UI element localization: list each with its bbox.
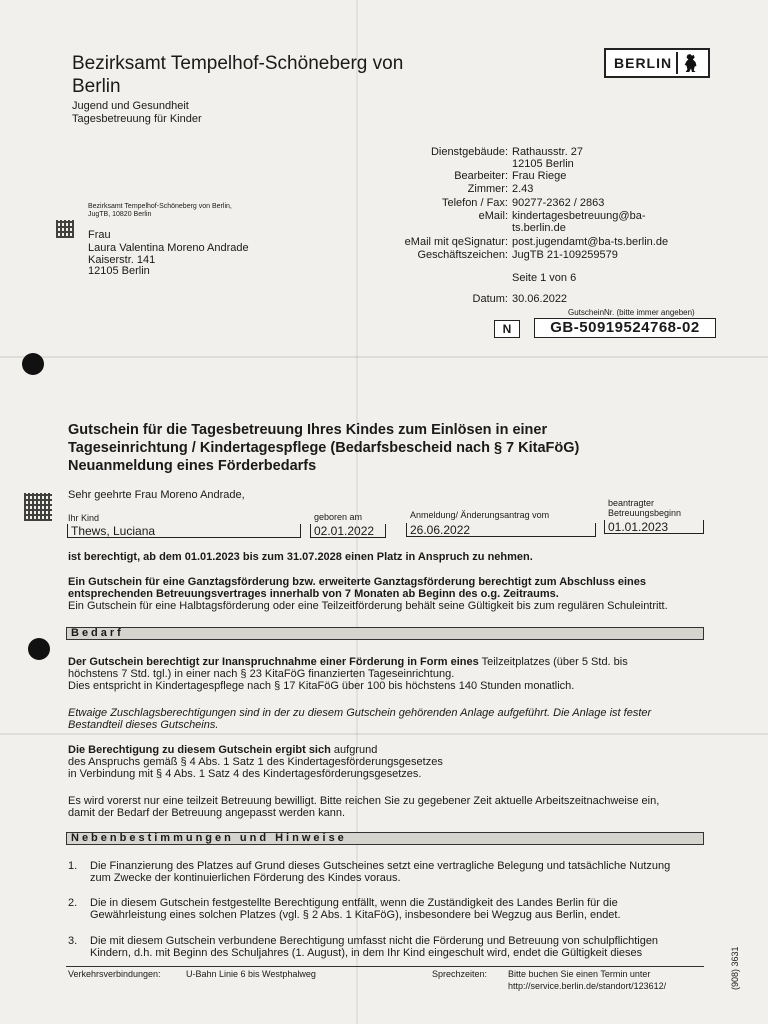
transport-value: U-Bahn Linie 6 bis Westphalweg [186,969,316,979]
section-provisions: Nebenbestimmungen und Hinweise [66,832,704,845]
berlin-logo: BERLIN [604,48,710,78]
entitlement-text: ist berechtigt, ab dem 01.01.2023 bis zum 31.07.2028 einen Platz in Anspruch zu nehmen. [68,551,533,563]
child-name-field: Thews, Luciana [67,524,301,538]
contact-value: 2.43 [512,183,534,195]
punch-hole [22,353,44,375]
appointment-link[interactable]: http://service.berlin.de/standort/123612/ [508,981,667,991]
recipient-salutation: Frau [88,229,111,241]
n-box: N [494,320,520,338]
punch-hole [28,638,50,660]
footer-divider [66,966,704,967]
contact-value: 12105 Berlin [512,158,574,170]
application-date-field: 26.06.2022 [406,523,596,537]
email-link[interactable]: ts.berlin.de [512,222,566,234]
recipient-city: 12105 Berlin [88,265,150,277]
application-label: Anmeldung/ Änderungsantrag vom [410,510,550,520]
contact-label: Geschäftszeichen: [417,249,508,261]
bedarf-paragraph-1: Der Gutschein berechtigt zur Inanspruchnahme einer Förderung in Form eines Teilzeitplatzes (über 5 Std. bis höchstens 7 Std. tgl.) in einer nach § 23 KitaFöG finanzierten Tageseinrichtung. Dies entspricht in Kindertagespflege nach § 17 KitaFöG über 100 bis höchstens 140 Stunden monatlich. [68,656,628,692]
contact-value: Frau Riege [512,170,567,182]
contact-label: eMail: [478,210,508,222]
department: Jugend und Gesundheit [72,100,189,112]
document-page: Bezirksamt Tempelhof-Schöneberg von Berlin Jugend und Gesundheit Tagesbetreuung für Kinder BERLIN Dienstgebäude: Bearbeiter: Zimmer: Telefon / Fax: eMail: eMail mit qeSignatur: Geschäftszeichen: Rathausstr. 27 12105 Berlin Frau Riege 2.43 90277-2362 / 2863 kindertagesbetreuung@ba- ts.berlin.de post.jugendamt@ba-ts.berlin.de JugTB 21-109259579 Seite 1 von 6 Datum: 30.06.2022 Bezirksamt Tempelhof-Schöneberg von Berlin, JugTB, 10820 Berlin Frau Laura Valentina Moreno Andrade Kaiserstr. 141 12105 Berlin GutscheinNr. (bitte immer angeben) N GB-50919524768-02 Gutschein für die Tagesbetreuung Ihres Kindes zum Einlösen in einer Tageseinrichtung / Kindertagespflege (Bedarfsbescheid nach § 7 KitaFöG) Neuanmeldung eines Förderbedarfs Sehr geehrte Frau Moreno Andrade, Ihr Kind Thews, Luciana geboren am 02.01.2022 Anmeldung/ Änderungsantrag vom 26.06.2022 beantragter Betreuungsbeginn 01.01.2023 ist berechtigt, ab dem 01.01.2023 bis zum 31.07.2028 einen Platz in Anspruch zu nehmen. Ein Gutschein für eine Ganztagsförderung bzw. erweiterte Ganztagsförderung berechtigt zum Abschluss eines entsprechenden Betreuungsvertrages innerhalb von 7 Monaten ab Beginn des o.g. Zeitraums. Ein Gutschein für eine Halbtagsförderung oder eine Teilzeitförderung behält seine Gültigkeit bis zum regulären Schuleintritt. Bedarf Der Gutschein berechtigt zur Inanspruchnahme einer Förderung in Form eines Teilzeitplatzes (über 5 Std. bis höchstens 7 Std. tgl.) in einer nach § 23 KitaFöG finanzierten Tageseinrichtung. Dies entspricht in Kindertagespflege nach § 17 KitaFöG über 100 bis höchstens 140 Stunden monatlich. Etwaige Zuschlagsberechtigungen sind in der zu diesem Gutschein gehörenden Anlage aufgeführt. Die Anlage ist fester Bestandteil dieses Gutscheins. Die Berechtigung zu diesem Gutschein ergibt sich aufgrund des Anspruchs gemäß § 4 Abs. 1 Satz 1 des Kindertagesförderungsgesetzes in Verbindung mit § 4 Abs. 1 Satz 4 des Kindertagesförderungsgesetzes. Es wird vorerst nur eine teilzeit Betreuung bewilligt. Bitte reichen Sie zu gegebener Zeit aktuelle Arbeitszeitnachweise ein, damit der Bedarf der Betreuung angepasst werden kann. Nebenbestimmungen und Hinweise 1. Die Finanzierung des Platzes auf Grund dieses Gutscheines setzt eine vertragliche Belegung und tatsächliche Nutzung zum Zwecke der kontinuierlichen Förderung des Kindes voraus. 2. Die in diesem Gutschein festgestellte Berechtigung entfällt, wenn die Zuständigkeit des Landes Berlin für die Gewährleistung eines solchen Platzes (vgl. § 2 Abs. 1 KitaFöG), insbesondere bei Wegzug aus Berlin, endet. 3. Die mit diesem Gutschein verbundene Berechtigung umfasst nicht die Förderung und Betreuung von schulpflichtigen Kindern, d.h. mit Beginn des Schuljahres (1. August), in dem Ihr Kind eingeschult wird, endet die Gültigkeit dieses Verkehrsverbindungen: U-Bahn Linie 6 bis Westphalweg Sprechzeiten: Bitte buchen Sie einen Termin unter http://service.berlin.de/standort/123612/ (908) 3631 [0,0,768,1024]
hours-text: Bitte buchen Sie einen Termin unter [508,969,651,979]
contact-value: 90277-2362 / 2863 [512,197,605,209]
fold-line [0,356,768,358]
recipient-name: Laura Valentina Moreno Andrade [88,242,249,254]
voucher-number-label: GutscheinNr. (bitte immer angeben) [568,308,695,317]
child-label: Ihr Kind [68,513,100,523]
reference-number: JugTB 21-109259579 [512,249,618,261]
bedarf-paragraph-2: Etwaige Zuschlagsberechtigungen sind in der zu diesem Gutschein gehörenden Anlage aufgeführt. Die Anlage ist fester Bestandteil dieses Gutscheins. [68,707,652,731]
page-info: Seite 1 von 6 [512,272,577,284]
side-code: (908) 3631 [730,946,740,990]
authority-name: Bezirksamt Tempelhof-Schöneberg von Berlin [72,53,404,97]
sender-line: Bezirksamt Tempelhof-Schöneberg von Berlin, JugTB, 10820 Berlin [88,203,232,218]
contact-label: Zimmer: [467,183,508,195]
born-label: geboren am [314,512,363,522]
qr-code-icon [24,493,52,521]
ganztag-paragraph: Ein Gutschein für eine Ganztagsförderung bzw. erweiterte Ganztagsförderung berechtigt zum Abschluss eines entsprechenden Betreuungsvertrages innerhalb von 7 Monaten ab Beginn des o.g. Zeitraums. Ein Gutschein für eine Halbtagsförderung oder eine Teilzeitförderung behält seine Gültigkeit bis zum regulären Schuleintritt. [68,576,668,612]
birth-date-field: 02.01.2022 [310,524,386,538]
bear-icon [682,52,700,74]
section-bedarf: Bedarf [66,627,704,640]
bedarf-paragraph-4: Es wird vorerst nur eine teilzeit Betreuung bewilligt. Bitte reichen Sie zu gegebener Zeit aktuelle Arbeitszeitnachweise ein, damit der Bedarf der Betreuung angepasst werden kann. [68,795,660,819]
requested-start-field: 01.01.2023 [604,520,704,534]
fold-line [0,733,768,735]
document-title: Gutschein für die Tagesbetreuung Ihres Kindes zum Einlösen in einer Tageseinrichtung / Kindertagespflege (Bedarfsbescheid nach § 7 KitaFöG) Neuanmeldung eines Förderbedarfs [68,422,580,474]
greeting: Sehr geehrte Frau Moreno Andrade, [68,489,245,501]
date-label: Datum: [472,293,508,305]
transport-label: Verkehrsverbindungen: [68,969,161,979]
recipient-street: Kaiserstr. 141 [88,254,156,266]
voucher-number: GB-50919524768-02 [534,318,716,338]
date-value: 30.06.2022 [512,293,568,305]
email-signature-link[interactable]: post.jugendamt@ba-ts.berlin.de [512,236,669,248]
contact-label: Dienstgebäude: [430,146,508,158]
contact-label: Bearbeiter: [454,170,508,182]
contact-value: Rathausstr. 27 [512,146,583,158]
hours-label: Sprechzeiten: [432,969,488,979]
contact-label: Telefon / Fax: [441,197,508,209]
unit: Tagesbetreuung für Kinder [72,113,202,125]
bedarf-paragraph-3: Die Berechtigung zu diesem Gutschein ergibt sich aufgrund des Anspruchs gemäß § 4 Abs. 1 Satz 1 des Kindertagesförderungsgesetzes in Verbindung mit § 4 Abs. 1 Satz 4 des Kindertagesförderungsgesetzes. [68,744,443,780]
qr-code-icon [56,220,74,238]
contact-label: eMail mit qeSignatur: [404,236,508,248]
requested-start-label: beantragter Betreuungsbeginn [608,498,682,518]
email-link[interactable]: kindertagesbetreuung@ba- [512,210,646,222]
